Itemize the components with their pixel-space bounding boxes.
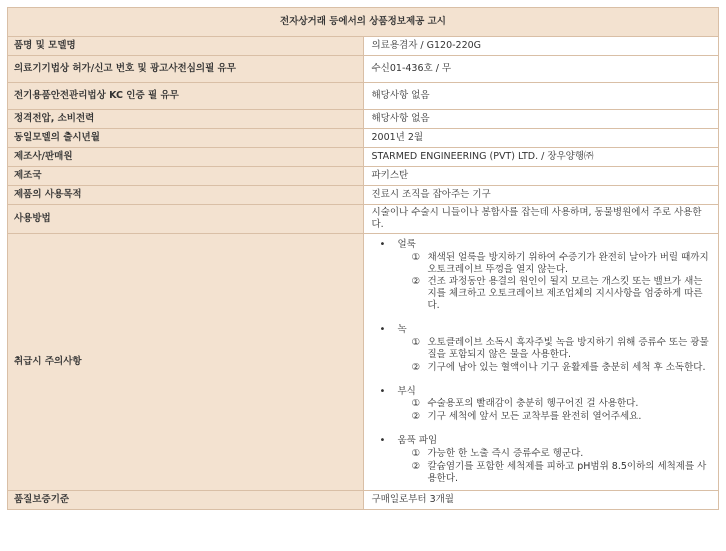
row-value: 해당사항 없음	[363, 110, 719, 129]
item-marker: ①	[411, 398, 421, 410]
row-value: 의료용겸자 / G120-220G	[363, 37, 719, 56]
item-text: 건조 과정동안 용결의 원인이 될지 모르는 개스킷 또는 밸브가 새는지를 체크하고 오토크레이브 제조업체의 지시사항을 엄중하게 따른다.	[427, 276, 703, 312]
row-label: 제조사/판매원	[8, 148, 364, 167]
row-label: 제조국	[8, 167, 364, 186]
item-text: 가능한 한 노출 즉시 증류수로 헹군다.	[427, 448, 584, 459]
table-row	[8, 186, 719, 205]
item-marker: ①	[411, 448, 421, 459]
row-label: 품질보증기준	[8, 490, 364, 509]
caution-items	[394, 337, 711, 374]
item-text: 칼슘염기를 포함한 세척제를 피하고 pH범위 8.5이하의 세척제를 사용한다.	[427, 460, 707, 484]
table-row	[8, 167, 719, 186]
item-text: 기구 세척에 앞서 모든 교착부를 완전히 열어주세요.	[427, 411, 642, 423]
item-marker: ②	[411, 460, 421, 472]
row-value: 2001년 2월	[363, 129, 719, 148]
row-value: 파키스탄	[363, 167, 719, 186]
caution-item	[394, 337, 711, 361]
item-text: 기구에 남아 있는 혈액이나 기구 윤활제를 충분히 세척 후 소독한다.	[427, 361, 706, 373]
notice-title: 전자상거래 등에서의 상품정보제공 고시	[8, 8, 719, 37]
caution-section-title: • 얼룩	[397, 238, 416, 250]
row-value: STARMED ENGINEERING (PVT) LTD. / 장우양행㈜	[363, 148, 719, 167]
row-label: 제품의 사용목적	[8, 186, 364, 205]
caution-items	[394, 448, 711, 485]
item-marker: ②	[411, 411, 421, 423]
item-marker: ①	[411, 336, 421, 348]
row-value: 수신01-436호 / 무	[363, 56, 719, 83]
caution-item	[394, 276, 711, 312]
row-label: 동일모델의 출시년월	[8, 129, 364, 148]
row-label: 사용방법	[8, 205, 364, 234]
caution-item	[394, 362, 711, 374]
item-text: 오토클레이브 소독시 흑자주빛 녹을 방지하기 위해 증류수 또는 광물질을 포함되지 않은 물을 사용한다.	[427, 336, 709, 360]
item-text: 채색된 얼룩을 방지하기 위하여 수증기가 완전히 날아가 버릴 때까지 오토크레이브 뚜껑을 열지 않는다.	[427, 251, 709, 275]
product-info-notice	[7, 7, 719, 510]
row-label: 정격전압, 소비전력	[8, 110, 364, 129]
caution-item	[394, 411, 711, 423]
caution-section	[394, 386, 711, 424]
table-row	[8, 110, 719, 129]
item-marker: ①	[411, 251, 421, 263]
caution-section	[394, 435, 711, 485]
caution-items	[394, 398, 711, 423]
row-value: 진료시 조직을 잡아주는 기구	[363, 186, 719, 205]
caution-content	[363, 233, 719, 490]
table-row	[8, 205, 719, 234]
table-row	[8, 490, 719, 509]
table-row	[8, 37, 719, 56]
caution-item	[394, 448, 711, 460]
caution-items	[394, 252, 711, 312]
caution-section-title: • 녹	[397, 324, 407, 335]
caution-item	[394, 252, 711, 276]
row-label: 품명 및 모델명	[8, 37, 364, 56]
caution-list	[372, 239, 711, 485]
caution-section	[394, 239, 711, 312]
caution-item	[394, 461, 711, 485]
caution-section	[394, 324, 711, 374]
caution-section-title: • 움푹 파임	[397, 435, 438, 447]
table-row	[8, 129, 719, 148]
caution-label: 취급시 주의사항	[8, 233, 364, 490]
caution-section-title: • 부식	[397, 385, 416, 397]
caution-row	[8, 233, 719, 490]
item-marker: ②	[411, 361, 421, 373]
row-value: 시술이나 수술시 니들이나 봉합사를 잡는데 사용하며, 동물병원에서 주로 사용한다.	[363, 205, 719, 234]
table-row	[8, 83, 719, 110]
table-row	[8, 148, 719, 167]
row-label: 의료기기법상 허가/신고 번호 및 광고사전심의필 유무	[8, 56, 364, 83]
item-marker: ②	[411, 276, 421, 288]
item-text: 수술용포의 빨래감이 충분히 헹구어진 걸 사용한다.	[427, 398, 639, 410]
caution-item	[394, 398, 711, 410]
row-label: 전기용품안전관리법상 KC 인증 필 유무	[8, 83, 364, 110]
notice-table	[7, 7, 719, 510]
row-value: 구매일로부터 3개월	[363, 490, 719, 509]
table-row	[8, 56, 719, 83]
row-value: 해당사항 없음	[363, 83, 719, 110]
